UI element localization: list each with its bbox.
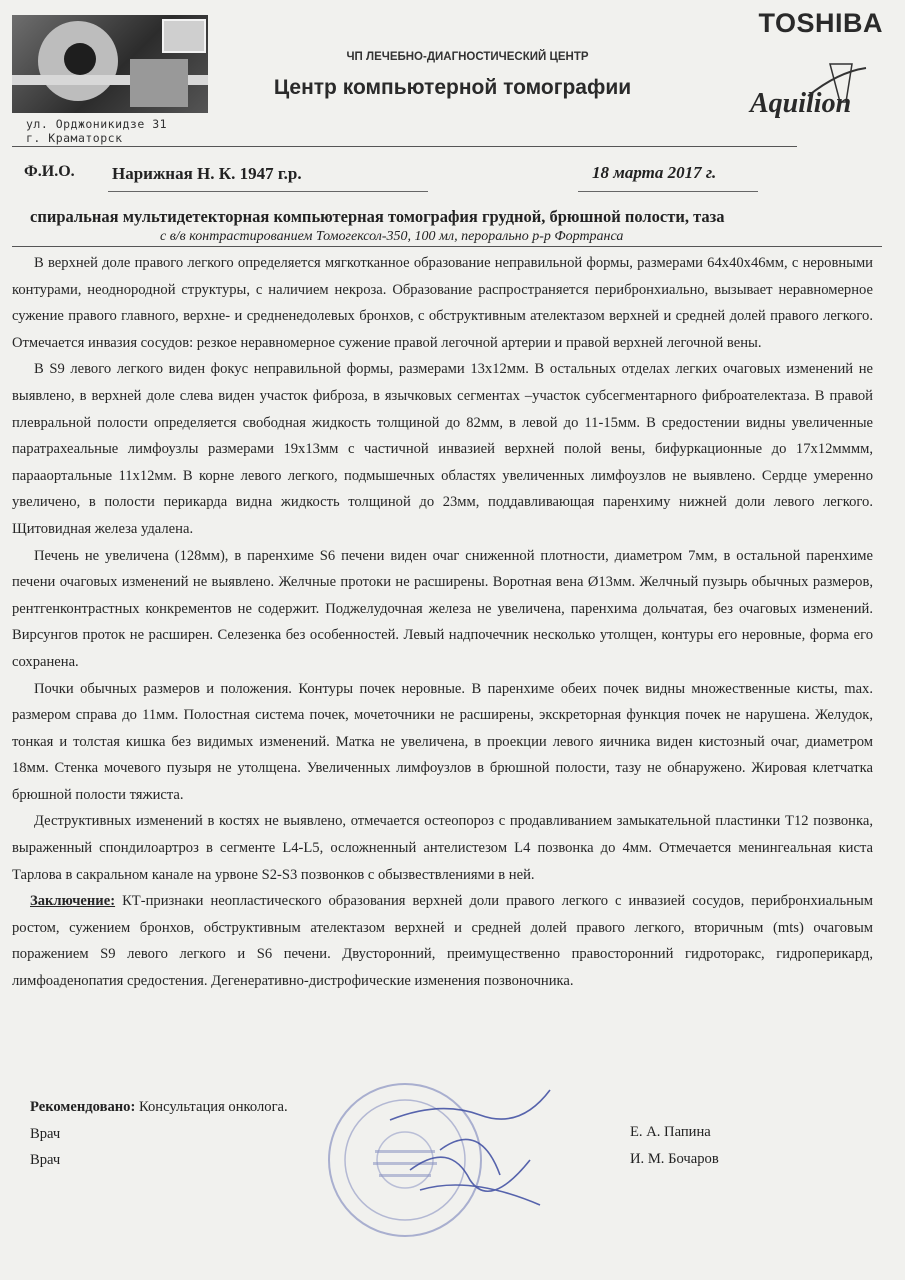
address-city: г. Краматорск [26, 131, 123, 145]
patient-name: Нарижная Н. К. 1947 г.р. [112, 164, 302, 183]
paragraph-chest: В S9 левого легкого виден фокус неправильной формы, размерами 13х12мм. В остальных отделах легких очаговых изменений не выявлено, в верхней доле слева виден участок фиброза, в язычковых сегментах –участок субсегментарного фиброателектаза. В правой плевральной полости определяется свободная жидкость толщиной до 82мм, в левой до 11-15мм. В средостении видны увеличенные паратрахеальные лимфоузлы размерами 19х13мм с частичной инвазией верхней полой вены, бифуркационные до 17х12мммм, парааортальные 11х12мм. В корне левого легкого, подмышечных областях увеличенных лимфоузлов не выявлено. Сердце умеренно увеличено, в полости перикарда видна жидкость толщиной до 23мм, поддавливающая паренхиму нижней доли левого легкого. Щитовидная железа удалена. [12, 361, 873, 537]
date-underline [578, 191, 758, 192]
conclusion-label: Заключение: [30, 893, 116, 910]
doctor-role-2: Врач [30, 1152, 61, 1168]
exam-title: спиральная мультидетекторная компьютерная томография грудной, брюшной полости, таза [30, 207, 725, 226]
fio-underline [108, 191, 428, 192]
org-type: ЧП ЛЕЧЕБНО-ДИАГНОСТИЧЕСКИЙ ЦЕНТР [346, 51, 589, 63]
address-street: ул. Орджоникидзе 31 [26, 117, 168, 131]
paragraph-bones: Деструктивных изменений в костях не выявлено, отмечается остеопороз с продавливанием замыкательной пластинки Т12 позвонка, выраженный спондилоартроз в сегменте L4-L5, осложненный антелистезом L4 позвонка до 4мм. Отмечается менингеальная киста Тарлова в сакральном канале на урвоне S2-S3 позвонков с обызвествлениями в ней. [12, 813, 873, 883]
org-name: Центр компьютерной томографии [273, 76, 632, 99]
paragraph-lungs: В верхней доле правого легкого определяется мягкотканное образование неправильной формы, размерами 64х40х46мм, с неровными контурами, неоднородной структуры, с наличием некроза. Образование распространяется перибронхиально, вызывает неравномерное сужение правого главного, верхне- и средненедолевых бронхов, с обструктивным ателектазом верхней и средней долей правого легкого. Отмечается инвазия сосудов: резкое неравномерное сужение правой легочной артерии и правой верхней легочной вены. [12, 255, 873, 351]
aquilion-text: Aquilion [750, 88, 852, 119]
toshiba-logo: TOSHIBA [758, 8, 883, 38]
recommendation-text: Консультация онколога. [135, 1099, 288, 1115]
doctor-role-1: Врач [30, 1126, 61, 1142]
aquilion-logo [748, 62, 878, 122]
exam-date: 18 марта 2017 г. [592, 163, 717, 182]
report-body [12, 250, 873, 995]
clinic-address [26, 117, 167, 145]
paragraph-abdomen: Печень не увеличена (128мм), в паренхиме S6 печени виден очаг сниженной плотности, диаметром 7мм, в остальной паренхиме печени очаговых изменений не выявлено. Желчные протоки не расширены. Воротная вена Ø13мм. Желчный пузырь обычных размеров, рентгенконтрастных конкрементов не содержит. Поджелудочная железа не увеличена, паренхима дольчатая, без очаговых изменений. Вирсунгов проток не расширен. Селезенка без особенностей. Левый надпочечник несколько утолщен, контуры его неровные, форма его сохранена. [12, 547, 873, 670]
header-divider [12, 146, 797, 147]
paragraph-kidneys-pelvis: Почки обычных размеров и положения. Контуры почек неровные. В паренхиме обеих почек видны множественные кисты, max. размером справа до 11мм. Полостная система почек, мочеточники не расширены, экскреторная функция почек не нарушена. Желудок, тонкая и толстая кишка без видимых изменений. Матка не увеличена, в проекции левого яичника виден кистозный очаг, диаметром 18мм. Стенка мочевого пузыря не утолщена. Увеличенных лимфоузлов в брюшной полости, тазу не обнаружено. Жировая клетчатка брюшной полости тяжиста. [12, 680, 873, 803]
recommendation [30, 1099, 288, 1116]
subtitle-underline [12, 246, 882, 247]
fio-label: Ф.И.О. [24, 163, 75, 180]
doctor-name-2: И. М. Бочаров [630, 1151, 719, 1167]
conclusion-text: КТ-признаки неопластического образования верхней доли правого легкого с инвазией сосудов, перибронхиальным ростом, сужением бронхов, обструктивным ателектазом верхней и средней долей правого легкого, вторичным (mts) очаговым поражением S9 левого легкого и S6 печени. Двусторонний, преимущественно правосторонний гидроторакс, гидроперикард, лимфоаденопатия средостения. Дегенеративно-дистрофические изменения позвоночника. [12, 893, 873, 990]
conclusion [12, 888, 873, 994]
exam-subtitle: с в/в контрастированием Томогексол-350, 100 мл, перорально р-р Фортранса [160, 229, 624, 244]
doctor-name-1: Е. А. Папина [630, 1124, 711, 1140]
doctor-signature [380, 1080, 560, 1220]
recommendation-label: Рекомендовано: [30, 1099, 136, 1115]
